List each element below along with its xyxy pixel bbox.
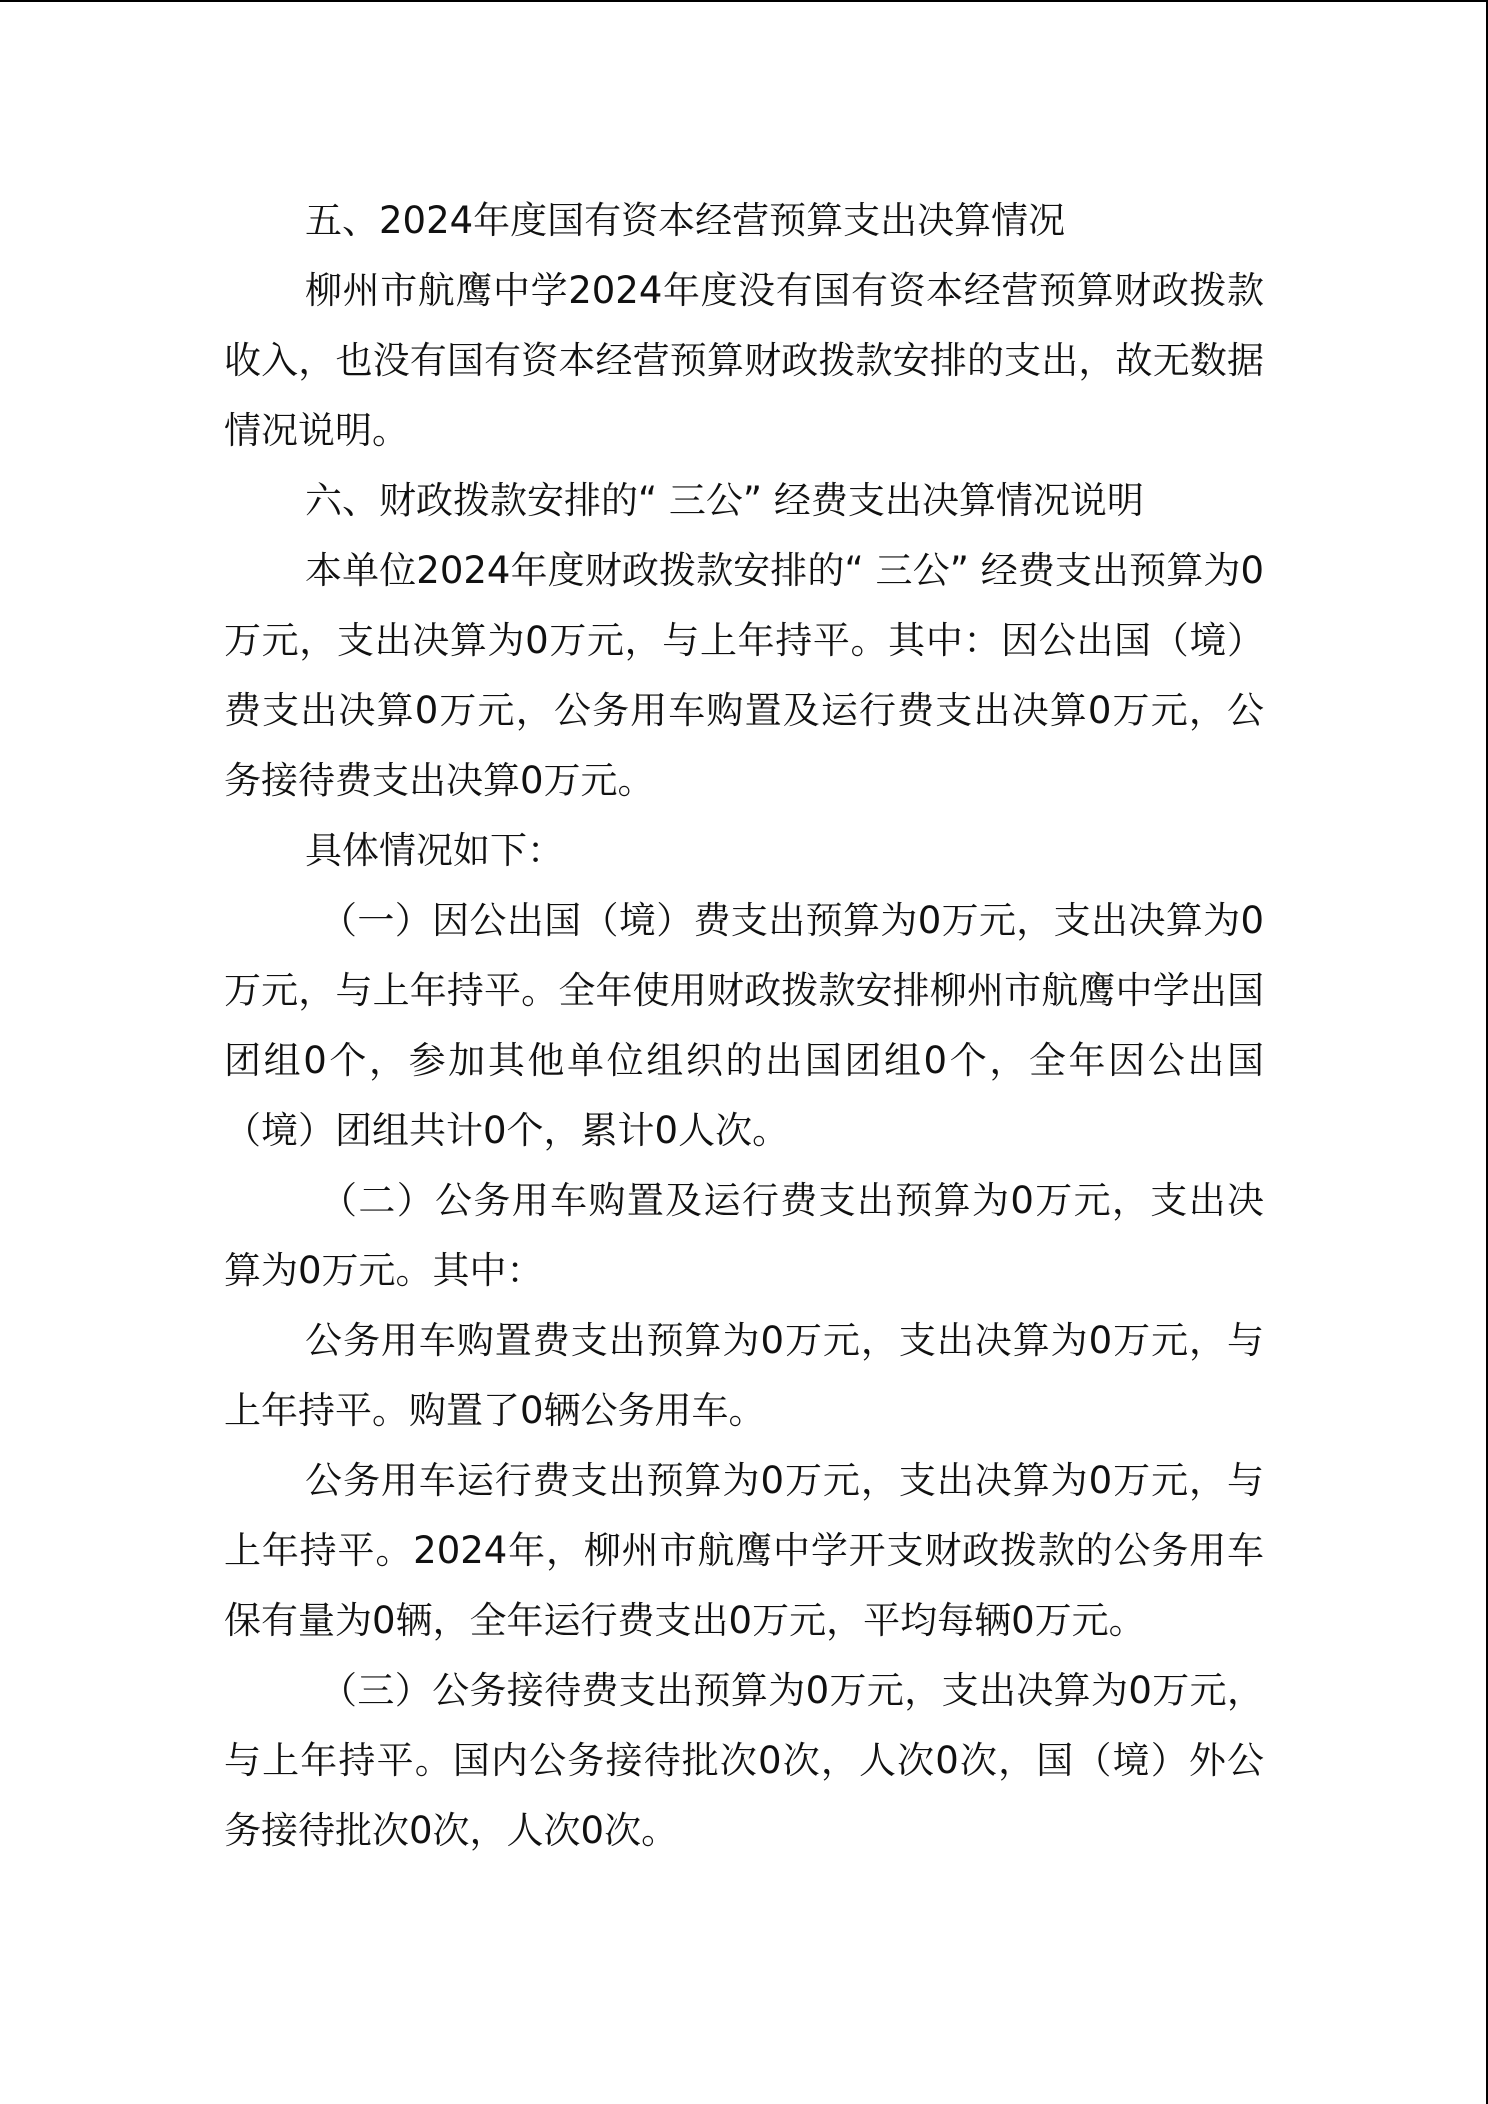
section-heading-three-public-expenses: 六、财政拨款安排的“ 三公” 经费支出决算情况说明 <box>305 479 1144 522</box>
page-border-top <box>0 0 1488 2</box>
paragraph-vehicle-operation: 公务用车运行费支出预算为0万元，支出决算为0万元，与上年持平。2024年，柳州市航鹰中学开支财政拨款的公务用车保有量为0辆，全年运行费支出0万元，平均每辆0万元。 <box>224 1459 1264 1642</box>
paragraph-overseas-travel: （一）因公出国（境）费支出预算为0万元，支出决算为0万元，与上年持平。全年使用财政拨款安排柳州市航鹰中学出国团组0个，参加其他单位组织的出国团组0个，全年因公出国（境）团组共计0个，累计0人次。 <box>224 899 1264 1152</box>
paragraph-three-public-expenses-summary: 本单位2024年度财政拨款安排的“ 三公” 经费支出预算为0万元，支出决算为0万元，与上年持平。其中：因公出国（境）费支出决算0万元，公务用车购置及运行费支出决算0万元，公务接待费支出决算0万元。 <box>224 549 1264 802</box>
paragraph-details-intro: 具体情况如下： <box>305 829 564 872</box>
section-heading-state-capital-budget: 五、2024年度国有资本经营预算支出决算情况 <box>305 199 1066 242</box>
paragraph-state-capital-budget: 柳州市航鹰中学2024年度没有国有资本经营预算财政拨款收入，也没有国有资本经营预算财政拨款安排的支出，故无数据情况说明。 <box>224 269 1264 452</box>
document-body <box>224 186 1264 1866</box>
paragraph-vehicle-purchase: 公务用车购置费支出预算为0万元，支出决算为0万元，与上年持平。购置了0辆公务用车。 <box>224 1319 1264 1432</box>
paragraph-official-reception: （三）公务接待费支出预算为0万元，支出决算为0万元，与上年持平。国内公务接待批次0次，人次0次，国（境）外公务接待批次0次，人次0次。 <box>224 1669 1264 1852</box>
paragraph-official-vehicles: （二）公务用车购置及运行费支出预算为0万元，支出决算为0万元。其中： <box>224 1179 1264 1292</box>
